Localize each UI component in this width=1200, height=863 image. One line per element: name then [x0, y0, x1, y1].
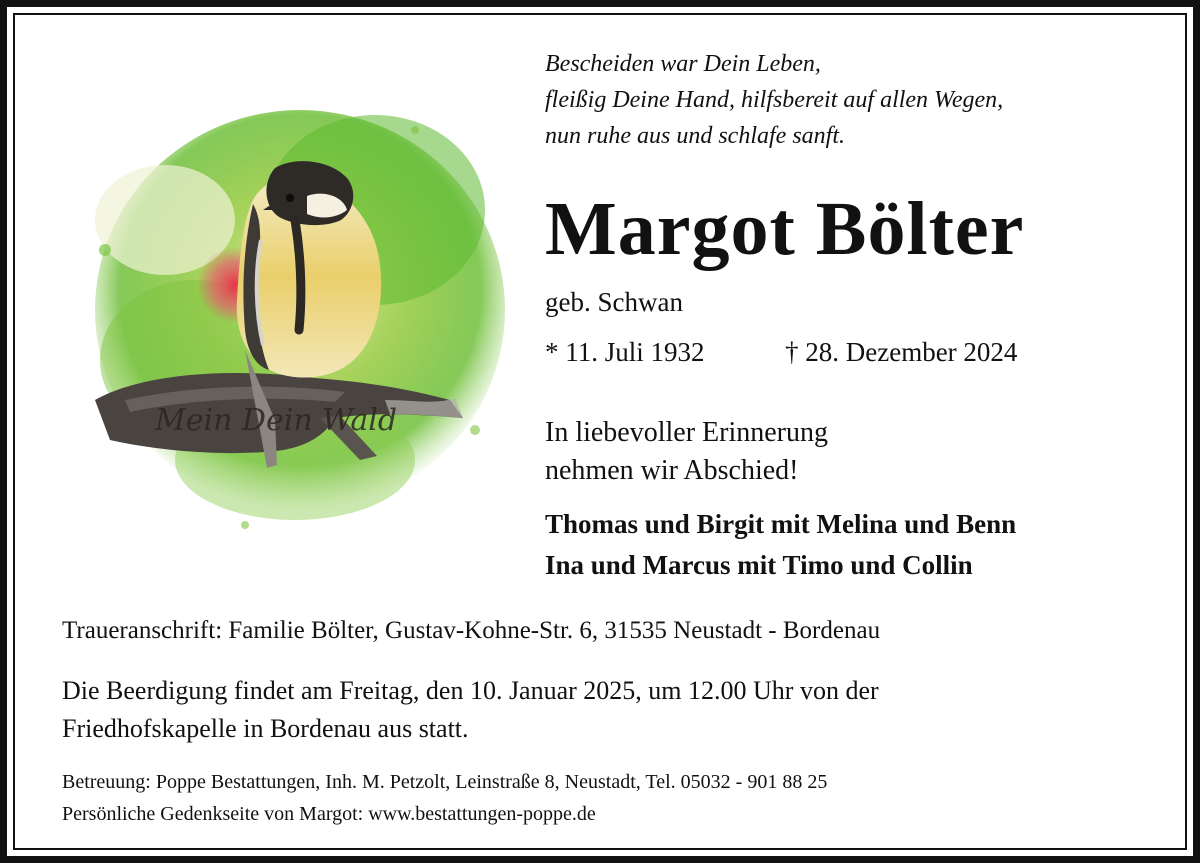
poem-line: fleißig Deine Hand, hilfsbereit auf allen Wegen, — [545, 87, 1004, 113]
birth-date: * 11. Juli 1932 — [545, 337, 705, 367]
farewell-line: In liebevoller Erinnerung — [545, 417, 829, 448]
poem-line: nun ruhe aus und schlafe sanft. — [545, 123, 845, 149]
mourning-address: Traueranschrift: Familie Bölter, Gustav-Kohne-Str. 6, 31535 Neustadt - Bordenau — [62, 617, 881, 644]
poem — [545, 46, 1003, 154]
mourners — [545, 504, 1016, 586]
funeral-notice — [62, 672, 879, 748]
funeral-home-info — [62, 766, 827, 830]
death-date: † 28. Dezember 2024 — [785, 337, 1018, 367]
mourner-line: Ina und Marcus mit Timo und Collin — [545, 550, 973, 580]
footer-line: Betreuung: Poppe Bestattungen, Inh. M. Petzolt, Leinstraße 8, Neustadt, Tel. 05032 - 901 88 25 — [62, 771, 828, 793]
poem-line: Bescheiden war Dein Leben, — [545, 51, 821, 77]
funeral-line: Die Beerdigung findet am Freitag, den 10. Januar 2025, um 12.00 Uhr von der — [62, 676, 879, 705]
life-dates — [545, 337, 1018, 368]
footer-line: Persönliche Gedenkseite von Margot: www.bestattungen-poppe.de — [62, 803, 596, 825]
funeral-line: Friedhofskapelle in Bordenau aus statt. — [62, 714, 469, 743]
farewell-line: nehmen wir Abschied! — [545, 455, 799, 486]
svg-text:Mein Dein Wald: Mein Dein Wald — [155, 403, 398, 438]
birth-name: geb. Schwan — [545, 287, 683, 317]
bird-illustration — [85, 100, 510, 550]
deceased-name: Margot Bölter — [545, 187, 1025, 271]
mourner-line: Thomas und Birgit mit Melina und Benn — [545, 509, 1017, 539]
farewell-text — [545, 414, 828, 490]
